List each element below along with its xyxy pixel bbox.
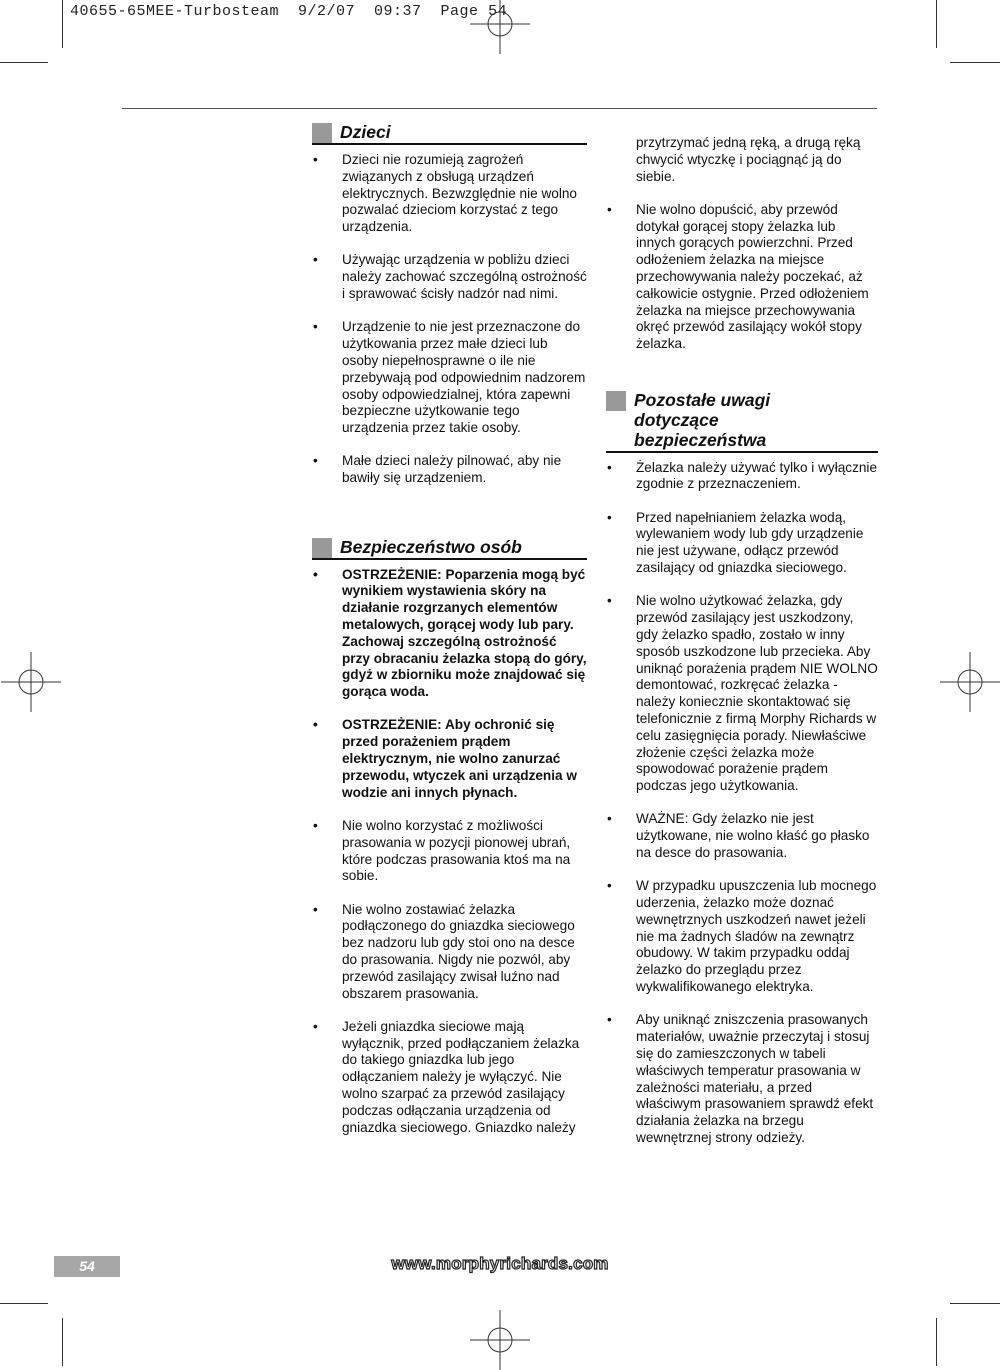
list-item: • Nie wolno dopuścić, aby przewód dotykał gorącej stopy żelazka lub innych gorących powierzchni. Przed odłożeniem żelazka na miejsce przechowywania należy poczekać, aż całkowicie ostygnie. Przed odłożeniem żelazka na miejsce przechowywania okręć przewód zasilający wokół stopy żelazka.: [607, 201, 869, 352]
crop-mark-tr-h: [950, 62, 1000, 63]
bullet-icon: •: [313, 453, 318, 469]
crop-mark-br-v: [936, 1318, 937, 1366]
registration-mark-left-icon: [1, 652, 61, 712]
section-heading-pozostale-uwagi: [606, 390, 878, 453]
list-continued: [606, 202, 878, 353]
footer-url: www.morphyrichards.com: [391, 1254, 609, 1273]
list-item: • Nie wolno zostawiać żelazka podłączonego do gniazdka sieciowego bez nadzoru lub gdy stoi ono na desce do prasowania. Nigdy nie pozwól, aby przewód zasilający zwisał luźno nad obszarem prasowania.: [313, 901, 575, 1001]
list-item: • Nie wolno korzystać z możliwości prasowania w pozycji pionowej ubrań, które podczas prasowania ktoś ma na sobie.: [313, 817, 571, 884]
list-dzieci: [312, 152, 587, 487]
warning-item: • OSTRZEŻENIE: Poparzenia mogą być wynikiem wystawienia skóry na działanie rozgrzanych elementów metalowych, gorącej wody lub pary. Zachowaj szczególną ostrożność przy obracaniu żelazka stopą do góry, gdyż w zbiorniku może znajdować się gorąca woda.: [313, 566, 587, 700]
section-title-line: dotyczące: [634, 409, 719, 430]
list-item: • Aby uniknąć zniszczenia prasowanych materiałów, uważnie przeczytaj i stosuj się do zamieszczonych w tabeli właściwych temperatur prasowania w zależności materiału, a przed właściwym prasowaniem sprawdź efekt działania żelazka na brzegu wewnętrznej strony odzieży.: [607, 1012, 874, 1145]
bullet-icon: •: [607, 201, 612, 217]
crop-mark-bl-v: [62, 1318, 63, 1366]
bullet-icon: •: [313, 566, 318, 582]
warning-item: • OSTRZEŻENIE: Aby ochronić się przed porażeniem prądem elektrycznym, nie wolno zanurzać przewodu, wtyczek ani urządzenia w wodzie ani innych płynach.: [313, 717, 577, 800]
right-column: [606, 135, 878, 1163]
bullet-icon: •: [607, 1012, 612, 1028]
crop-mark-br-h: [950, 1303, 1000, 1304]
crop-mark-bl-h: [0, 1303, 48, 1304]
crop-mark-tr-v: [936, 0, 937, 48]
print-slug: 40655-65MEE-Turbosteam 9/2/07 09:37 Page 54: [70, 3, 508, 20]
bullet-icon: •: [313, 1018, 318, 1034]
bullet-icon: •: [313, 319, 318, 335]
bullet-icon: •: [607, 459, 612, 475]
list-item: • Nie wolno użytkować żelazka, gdy przewód zasilający jest uszkodzony, gdy żelazko spadło, zostało w inny sposób uszkodzone lub przecieka. Aby uniknąć porażenia prądem NIE WOLNO demontować, rozkręcać żelazka - należy koniecznie skontaktować się telefonicznie z firmą Morphy Richards w celu zasięgnięcia porady. Niewłaściwe złożenie części żelazka może spowodować porażenie prądem podczas jego użytkowania.: [607, 593, 878, 794]
bullet-icon: •: [313, 717, 318, 733]
header-rule: [122, 108, 877, 109]
list-item: • W przypadku upuszczenia lub mocnego uderzenia, żelazko może doznać wewnętrznych uszkodzeń nawet jeżeli nie ma żadnych śladów na zewnątrz obudowy. W takim przypadku oddaj żelazko do przeglądu przez wykwalifikowanego elektryka.: [607, 878, 877, 995]
list-item: • Małe dzieci należy pilnować, aby nie bawiły się urządzeniem.: [313, 453, 562, 486]
crop-mark-tl-v: [62, 0, 63, 48]
list-item: • Jeżeli gniazdka sieciowe mają wyłącznik, przed podłączaniem żelazka do takiego gniazdka lub jego odłączaniem należy je wyłączyć. Nie wolno szarpać za przewód zasilający podczas odłączania urządzenia od gniazdka sieciowego. Gniazdko należy: [313, 1018, 580, 1135]
bullet-icon: •: [313, 252, 318, 268]
crop-mark-tl-h: [0, 62, 48, 63]
list-item: • Używając urządzenia w pobliżu dzieci należy zachować szczególną ostrożność i sprawować ścisły nadzór nad nimi.: [313, 252, 587, 302]
list-item: • Żelazka należy używać tylko i wyłącznie zgodnie z przeznaczeniem.: [607, 459, 878, 492]
page-number: 54: [54, 1256, 120, 1277]
registration-mark-top-icon: [470, 0, 530, 54]
list-bezpieczenstwo-osob: [312, 567, 587, 1137]
section-title: Bezpieczeństwo osób: [340, 536, 522, 557]
bullet-icon: •: [607, 509, 612, 525]
registration-mark-bottom-icon: [470, 1310, 530, 1370]
section-marker-icon: [606, 391, 626, 411]
list-item: • Przed napełnianiem żelazka wodą, wylewaniem wody lub gdy urządzenie nie jest używane, odłącz przewód zasilający od gniazdka sieciowego.: [607, 509, 864, 576]
section-marker-icon: [312, 123, 332, 143]
list-item: • Urządzenie to nie jest przeznaczone do użytkowania przez małe dzieci lub osoby niepełnosprawne o ile nie przebywają pod odpowiednim nadzorem osoby odpowiedzialnej, która zapewni bezpieczne użytkowanie tego urządzenia przez takie osoby.: [313, 319, 586, 436]
bullet-icon: •: [313, 901, 318, 917]
bullet-icon: •: [313, 817, 318, 833]
section-heading-dzieci: [312, 122, 587, 145]
bullet-icon: •: [607, 878, 612, 894]
bullet-icon: •: [313, 152, 318, 167]
continued-text: przytrzymać jedną ręką, a drugą ręką chwycić wtyczkę i pociągnąć ją do siebie.: [636, 135, 861, 184]
list-item: • Dzieci nie rozumieją zagrożeń związanych z obsługą urządzeń elektrycznych. Bezwzględnie nie wolno pozwalać dzieciom korzystać z tego urządzenia.: [313, 152, 577, 235]
section-title-line: Pozostałe uwagi: [634, 389, 771, 410]
left-column: [312, 122, 587, 1153]
section-title-line: bezpieczeństwa: [634, 429, 767, 450]
list-item: • WAŻNE: Gdy żelazko nie jest użytkowane, nie wolno kłaść go płasko na desce do prasowania.: [607, 811, 870, 860]
section-marker-icon: [312, 538, 332, 558]
bullet-icon: •: [607, 593, 612, 609]
bullet-icon: •: [607, 811, 612, 827]
list-pozostale-uwagi: [606, 460, 878, 1147]
section-heading-bezpieczenstwo-osob: [312, 537, 587, 560]
registration-mark-right-icon: [940, 652, 1000, 712]
section-title: Dzieci: [340, 122, 391, 142]
